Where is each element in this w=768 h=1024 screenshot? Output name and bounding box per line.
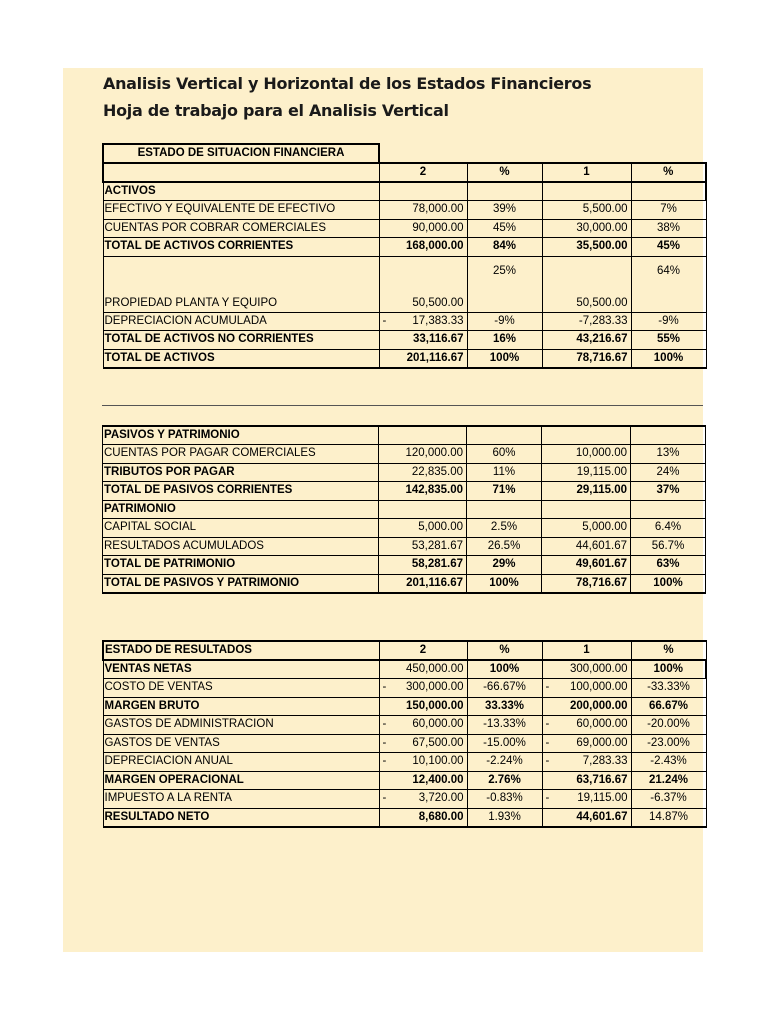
balance-header-row: [103, 163, 706, 182]
table-row: IMPUESTO A LA RENTA - 3,720.00 -0.83% - 19,115.00 -6.37%: [103, 790, 706, 809]
table-row-total: MARGEN BRUTO 150,000.00 33.33% 200,000.00 66.67%: [103, 697, 706, 716]
patrimonio-label: PATRIMONIO: [103, 500, 379, 519]
activos-row: [103, 182, 706, 201]
table-row: EFECTIVO Y EQUIVALENTE DE EFECTIVO 78,000.00 39% 5,500.00 7%: [103, 201, 706, 220]
table-row-total: MARGEN OPERACIONAL 12,400.00 2.76% 63,716.67 21.24%: [103, 771, 706, 790]
patrimonio-row: [103, 500, 706, 519]
table-row: GASTOS DE VENTAS - 67,500.00 -15.00% - 69,000.00 -23.00%: [103, 734, 706, 753]
liabilities-table: [102, 425, 706, 594]
table-row-total: TOTAL DE PASIVOS Y PATRIMONIO 201,116.67 100% 78,716.67 100%: [103, 574, 706, 593]
header-pct-2: %: [467, 163, 542, 182]
table-row: GASTOS DE ADMINISTRACION - 60,000.00 -13.33% - 60,000.00 -20.00%: [103, 716, 706, 735]
income-header-year-1: 1: [542, 641, 631, 660]
table-row-total: TOTAL DE ACTIVOS 201,116.67 100% 78,716.67 100%: [103, 349, 706, 368]
balance-title-row: [103, 144, 706, 163]
header-blank: [103, 163, 379, 182]
header-pct-1: %: [631, 163, 706, 182]
table-row: DEPRECIACION ANUAL - 10,100.00 -2.24% - 7,283.33 -2.43%: [103, 753, 706, 772]
page-title: Analisis Vertical y Horizontal de los Estados Financieros: [103, 74, 592, 93]
table-row-total: RESULTADO NETO 8,680.00 1.93% 44,601.67 14.87%: [103, 808, 706, 827]
pasivos-label: PASIVOS Y PATRIMONIO: [103, 426, 379, 445]
table-row-total: TOTAL DE ACTIVOS CORRIENTES 168,000.00 84% 35,500.00 45%: [103, 238, 706, 257]
table-row: CUENTAS POR PAGAR COMERCIALES 120,000.00 60% 10,000.00 13%: [103, 445, 706, 464]
pasivos-row: [103, 426, 706, 445]
table-row-total: VENTAS NETAS 450,000.00 100% 300,000.00 100%: [103, 660, 706, 679]
income-header-row: [103, 641, 706, 660]
income-header-pct-1: %: [631, 641, 706, 660]
table-row: CAPITAL SOCIAL 5,000.00 2.5% 5,000.00 6.4%: [103, 519, 706, 538]
income-header-pct-2: %: [467, 641, 542, 660]
table-row-total: TOTAL DE ACTIVOS NO CORRIENTES 33,116.67 16% 43,216.67 55%: [103, 331, 706, 350]
table-row-total: TOTAL DE PASIVOS CORRIENTES 142,835.00 71% 29,115.00 37%: [103, 482, 706, 501]
table-row: CUENTAS POR COBRAR COMERCIALES 90,000.00 45% 30,000.00 38%: [103, 219, 706, 238]
balance-sheet-table: [102, 143, 707, 369]
income-statement-table: [102, 640, 707, 828]
page-subtitle: Hoja de trabajo para el Analisis Vertical: [103, 101, 449, 120]
table-row: COSTO DE VENTAS - 300,000.00 -66.67% - 100,000.00 -33.33%: [103, 679, 706, 698]
table-row-total: TOTAL DE PATRIMONIO 58,281.67 29% 49,601.67 63%: [103, 556, 706, 575]
table-row: TRIBUTOS POR PAGAR 22,835.00 11% 19,115.00 24%: [103, 463, 706, 482]
income-header-year-2: 2: [379, 641, 467, 660]
header-year-1: 1: [542, 163, 631, 182]
divider: [102, 405, 703, 406]
table-row: DEPRECIACION ACUMULADA - 17,383.33 -9% -7,283.33 -9%: [103, 312, 706, 331]
table-row: RESULTADOS ACUMULADOS 53,281.67 26.5% 44,601.67 56.7%: [103, 537, 706, 556]
income-title: ESTADO DE RESULTADOS: [103, 641, 379, 660]
table-row: PROPIEDAD PLANTA Y EQUIPO 50,500.00 25% 50,500.00 64%: [103, 256, 706, 312]
activos-label: ACTIVOS: [103, 182, 379, 201]
balance-box-title: ESTADO DE SITUACION FINANCIERA: [103, 144, 379, 163]
header-year-2: 2: [379, 163, 467, 182]
